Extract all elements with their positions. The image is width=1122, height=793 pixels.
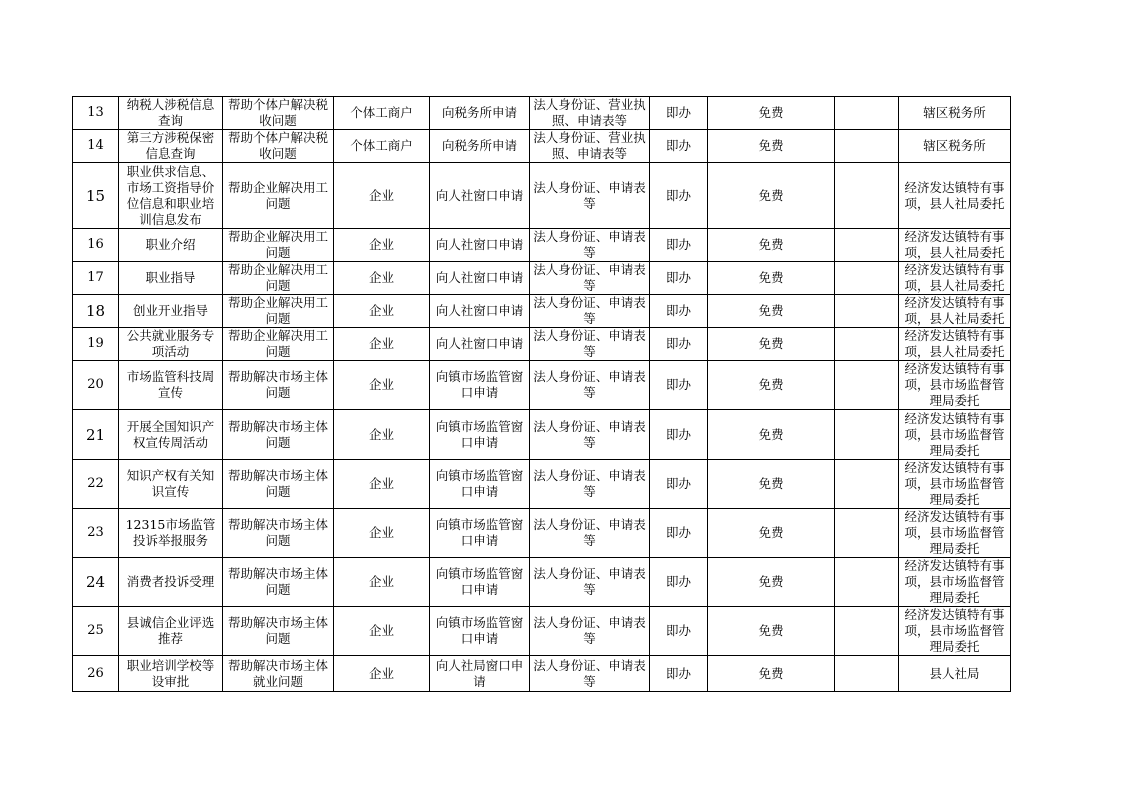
method-cell: 向人社窗口申请	[430, 262, 530, 295]
purpose-cell: 帮助企业解决用工问题	[223, 328, 334, 361]
note-cell: 经济发达镇特有事项，县市场监督管理局委托	[899, 460, 1011, 509]
note-cell: 经济发达镇特有事项，县人社局委托	[899, 328, 1011, 361]
processing-time-cell: 即办	[650, 130, 708, 163]
note-cell: 经济发达镇特有事项，县市场监督管理局委托	[899, 509, 1011, 558]
materials-cell: 法人身份证、申请表等	[530, 558, 650, 607]
processing-time-cell: 即办	[650, 328, 708, 361]
row-number-cell: 14	[73, 130, 119, 163]
service-item-cell: 知识产权有关知识宣传	[119, 460, 223, 509]
fee-cell: 免费	[708, 460, 835, 509]
materials-cell: 法人身份证、申请表等	[530, 262, 650, 295]
blank-cell	[835, 410, 899, 460]
materials-cell: 法人身份证、申请表等	[530, 163, 650, 229]
note-cell: 县人社局	[899, 656, 1011, 692]
blank-cell	[835, 328, 899, 361]
table-row	[73, 229, 1011, 262]
row-number-cell: 18	[73, 295, 119, 328]
target-cell: 企业	[334, 295, 430, 328]
row-number-cell: 21	[73, 410, 119, 460]
fee-cell: 免费	[708, 229, 835, 262]
method-cell: 向人社窗口申请	[430, 229, 530, 262]
purpose-cell: 帮助解决市场主体问题	[223, 607, 334, 656]
target-cell: 企业	[334, 410, 430, 460]
table-row	[73, 410, 1011, 460]
target-cell: 企业	[334, 656, 430, 692]
processing-time-cell: 即办	[650, 97, 708, 130]
processing-time-cell: 即办	[650, 509, 708, 558]
method-cell: 向人社窗口申请	[430, 163, 530, 229]
method-cell: 向镇市场监管窗口申请	[430, 509, 530, 558]
row-number-cell: 16	[73, 229, 119, 262]
service-item-cell: 公共就业服务专项活动	[119, 328, 223, 361]
target-cell: 个体工商户	[334, 97, 430, 130]
note-cell: 经济发达镇特有事项，县市场监督管理局委托	[899, 410, 1011, 460]
processing-time-cell: 即办	[650, 229, 708, 262]
method-cell: 向镇市场监管窗口申请	[430, 558, 530, 607]
method-cell: 向镇市场监管窗口申请	[430, 361, 530, 410]
target-cell: 企业	[334, 607, 430, 656]
table-row	[73, 509, 1011, 558]
processing-time-cell: 即办	[650, 558, 708, 607]
materials-cell: 法人身份证、申请表等	[530, 361, 650, 410]
blank-cell	[835, 295, 899, 328]
note-cell: 经济发达镇特有事项，县市场监督管理局委托	[899, 607, 1011, 656]
note-cell: 经济发达镇特有事项，县市场监督管理局委托	[899, 558, 1011, 607]
blank-cell	[835, 229, 899, 262]
materials-cell: 法人身份证、申请表等	[530, 460, 650, 509]
blank-cell	[835, 130, 899, 163]
fee-cell: 免费	[708, 328, 835, 361]
target-cell: 企业	[334, 558, 430, 607]
table-row	[73, 656, 1011, 692]
row-number-cell: 15	[73, 163, 119, 229]
fee-cell: 免费	[708, 163, 835, 229]
method-cell: 向税务所申请	[430, 97, 530, 130]
target-cell: 企业	[334, 361, 430, 410]
target-cell: 企业	[334, 509, 430, 558]
row-number-cell: 17	[73, 262, 119, 295]
purpose-cell: 帮助解决市场主体问题	[223, 460, 334, 509]
service-table	[72, 96, 1011, 692]
note-cell: 经济发达镇特有事项，县人社局委托	[899, 229, 1011, 262]
blank-cell	[835, 361, 899, 410]
processing-time-cell: 即办	[650, 361, 708, 410]
target-cell: 企业	[334, 229, 430, 262]
service-item-cell: 消费者投诉受理	[119, 558, 223, 607]
service-item-cell: 开展全国知识产权宣传周活动	[119, 410, 223, 460]
fee-cell: 免费	[708, 262, 835, 295]
method-cell: 向镇市场监管窗口申请	[430, 460, 530, 509]
processing-time-cell: 即办	[650, 410, 708, 460]
table-row	[73, 163, 1011, 229]
service-item-cell: 市场监管科技周宣传	[119, 361, 223, 410]
fee-cell: 免费	[708, 607, 835, 656]
target-cell: 企业	[334, 328, 430, 361]
blank-cell	[835, 97, 899, 130]
note-cell: 辖区税务所	[899, 97, 1011, 130]
purpose-cell: 帮助企业解决用工问题	[223, 262, 334, 295]
blank-cell	[835, 656, 899, 692]
target-cell: 企业	[334, 163, 430, 229]
fee-cell: 免费	[708, 656, 835, 692]
processing-time-cell: 即办	[650, 262, 708, 295]
table-row	[73, 558, 1011, 607]
table-row	[73, 295, 1011, 328]
processing-time-cell: 即办	[650, 295, 708, 328]
materials-cell: 法人身份证、申请表等	[530, 229, 650, 262]
table-row	[73, 130, 1011, 163]
materials-cell: 法人身份证、营业执照、申请表等	[530, 97, 650, 130]
note-cell: 经济发达镇特有事项，县市场监督管理局委托	[899, 361, 1011, 410]
blank-cell	[835, 460, 899, 509]
service-item-cell: 职业供求信息、市场工资指导价位信息和职业培训信息发布	[119, 163, 223, 229]
processing-time-cell: 即办	[650, 656, 708, 692]
method-cell: 向镇市场监管窗口申请	[430, 607, 530, 656]
table-row	[73, 460, 1011, 509]
fee-cell: 免费	[708, 130, 835, 163]
method-cell: 向人社局窗口申请	[430, 656, 530, 692]
service-item-cell: 纳税人涉税信息查询	[119, 97, 223, 130]
fee-cell: 免费	[708, 361, 835, 410]
service-item-cell: 12315市场监管投诉举报服务	[119, 509, 223, 558]
purpose-cell: 帮助解决市场主体问题	[223, 509, 334, 558]
note-cell: 经济发达镇特有事项，县人社局委托	[899, 295, 1011, 328]
purpose-cell: 帮助解决市场主体问题	[223, 410, 334, 460]
table-body	[73, 97, 1011, 692]
table-row	[73, 361, 1011, 410]
purpose-cell: 帮助企业解决用工问题	[223, 229, 334, 262]
materials-cell: 法人身份证、申请表等	[530, 295, 650, 328]
row-number-cell: 24	[73, 558, 119, 607]
service-item-cell: 职业指导	[119, 262, 223, 295]
target-cell: 个体工商户	[334, 130, 430, 163]
processing-time-cell: 即办	[650, 607, 708, 656]
row-number-cell: 20	[73, 361, 119, 410]
materials-cell: 法人身份证、申请表等	[530, 607, 650, 656]
purpose-cell: 帮助个体户解决税收问题	[223, 97, 334, 130]
service-item-cell: 职业培训学校等设审批	[119, 656, 223, 692]
purpose-cell: 帮助解决市场主体就业问题	[223, 656, 334, 692]
note-cell: 经济发达镇特有事项，县人社局委托	[899, 262, 1011, 295]
method-cell: 向人社窗口申请	[430, 328, 530, 361]
table-row	[73, 328, 1011, 361]
purpose-cell: 帮助解决市场主体问题	[223, 361, 334, 410]
service-item-cell: 县诚信企业评选推荐	[119, 607, 223, 656]
table-row	[73, 97, 1011, 130]
blank-cell	[835, 509, 899, 558]
materials-cell: 法人身份证、申请表等	[530, 410, 650, 460]
materials-cell: 法人身份证、申请表等	[530, 656, 650, 692]
blank-cell	[835, 558, 899, 607]
fee-cell: 免费	[708, 97, 835, 130]
blank-cell	[835, 262, 899, 295]
table-row	[73, 607, 1011, 656]
method-cell: 向镇市场监管窗口申请	[430, 410, 530, 460]
note-cell: 经济发达镇特有事项，县人社局委托	[899, 163, 1011, 229]
processing-time-cell: 即办	[650, 163, 708, 229]
materials-cell: 法人身份证、申请表等	[530, 328, 650, 361]
method-cell: 向人社窗口申请	[430, 295, 530, 328]
materials-cell: 法人身份证、营业执照、申请表等	[530, 130, 650, 163]
materials-cell: 法人身份证、申请表等	[530, 509, 650, 558]
service-item-cell: 职业介绍	[119, 229, 223, 262]
service-item-cell: 创业开业指导	[119, 295, 223, 328]
fee-cell: 免费	[708, 295, 835, 328]
row-number-cell: 25	[73, 607, 119, 656]
purpose-cell: 帮助企业解决用工问题	[223, 295, 334, 328]
purpose-cell: 帮助解决市场主体问题	[223, 558, 334, 607]
row-number-cell: 13	[73, 97, 119, 130]
row-number-cell: 19	[73, 328, 119, 361]
row-number-cell: 22	[73, 460, 119, 509]
row-number-cell: 23	[73, 509, 119, 558]
purpose-cell: 帮助个体户解决税收问题	[223, 130, 334, 163]
blank-cell	[835, 163, 899, 229]
target-cell: 企业	[334, 460, 430, 509]
service-item-cell: 第三方涉税保密信息查询	[119, 130, 223, 163]
purpose-cell: 帮助企业解决用工问题	[223, 163, 334, 229]
table-row	[73, 262, 1011, 295]
blank-cell	[835, 607, 899, 656]
processing-time-cell: 即办	[650, 460, 708, 509]
note-cell: 辖区税务所	[899, 130, 1011, 163]
method-cell: 向税务所申请	[430, 130, 530, 163]
fee-cell: 免费	[708, 558, 835, 607]
target-cell: 企业	[334, 262, 430, 295]
fee-cell: 免费	[708, 410, 835, 460]
fee-cell: 免费	[708, 509, 835, 558]
row-number-cell: 26	[73, 656, 119, 692]
